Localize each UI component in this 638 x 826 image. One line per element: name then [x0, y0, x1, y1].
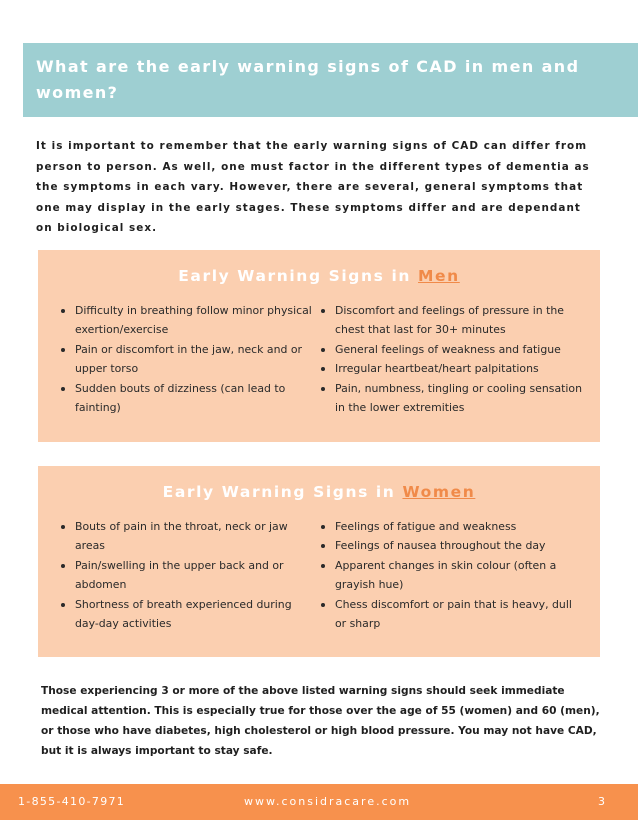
- list-item: Shortness of breath experienced during day-day activities: [59, 595, 314, 634]
- list-item: Sudden bouts of dizziness (can lead to fainting): [59, 379, 314, 418]
- women-title-emphasis: Women: [402, 483, 476, 501]
- footer-phone[interactable]: 1-855-410-7971: [18, 795, 126, 808]
- list-item: Pain/swelling in the upper back and or abdomen: [59, 556, 314, 595]
- women-panel-title: Early Warning Signs in Women: [162, 483, 476, 501]
- footer-website[interactable]: www.considracare.com: [244, 795, 412, 808]
- list-item: Chess discomfort or pain that is heavy, dull or sharp: [319, 595, 584, 634]
- women-right-list: [319, 517, 584, 633]
- list-item: Apparent changes in skin colour (often a grayish hue): [319, 556, 584, 595]
- men-title-emphasis: Men: [418, 267, 460, 285]
- list-item: Feelings of fatigue and weakness: [319, 517, 584, 536]
- closing-paragraph: Those experiencing 3 or more of the above listed warning signs should seek immediate medical attention. This is especially true for those over the age of 55 (women) and 60 (men), or those who have diabetes, high cholesterol or high blood pressure. You may not have CAD, but it is always important to stay safe.: [41, 685, 600, 757]
- list-item: Bouts of pain in the throat, neck or jaw areas: [59, 517, 314, 556]
- page-title: What are the early warning signs of CAD in men and women?: [36, 57, 580, 102]
- list-item: Feelings of nausea throughout the day: [319, 536, 584, 555]
- women-left-list: [59, 517, 314, 633]
- men-left-list: [59, 301, 314, 417]
- page-number: 3: [598, 795, 607, 808]
- list-item: Pain, numbness, tingling or cooling sensation in the lower extremities: [319, 379, 584, 418]
- men-right-list: [319, 301, 584, 417]
- footer-bar: [0, 784, 638, 820]
- women-signs-panel: [38, 466, 600, 657]
- list-item: Difficulty in breathing follow minor physical exertion/exercise: [59, 301, 314, 340]
- list-item: Pain or discomfort in the jaw, neck and or upper torso: [59, 340, 314, 379]
- list-item: General feelings of weakness and fatigue: [319, 340, 584, 359]
- list-item: Discomfort and feelings of pressure in the chest that last for 30+ minutes: [319, 301, 584, 340]
- men-signs-panel: [38, 250, 600, 442]
- list-item: Irregular heartbeat/heart palpitations: [319, 359, 584, 378]
- intro-paragraph: It is important to remember that the early warning signs of CAD can differ from person to person. As well, one must factor in the different types of dementia as the symptoms in each vary. However, there are several, general symptoms that one may display in the early stages. These symptoms differ and are dependant on biological sex.: [36, 140, 590, 234]
- men-panel-title: Early Warning Signs in Men: [178, 267, 460, 285]
